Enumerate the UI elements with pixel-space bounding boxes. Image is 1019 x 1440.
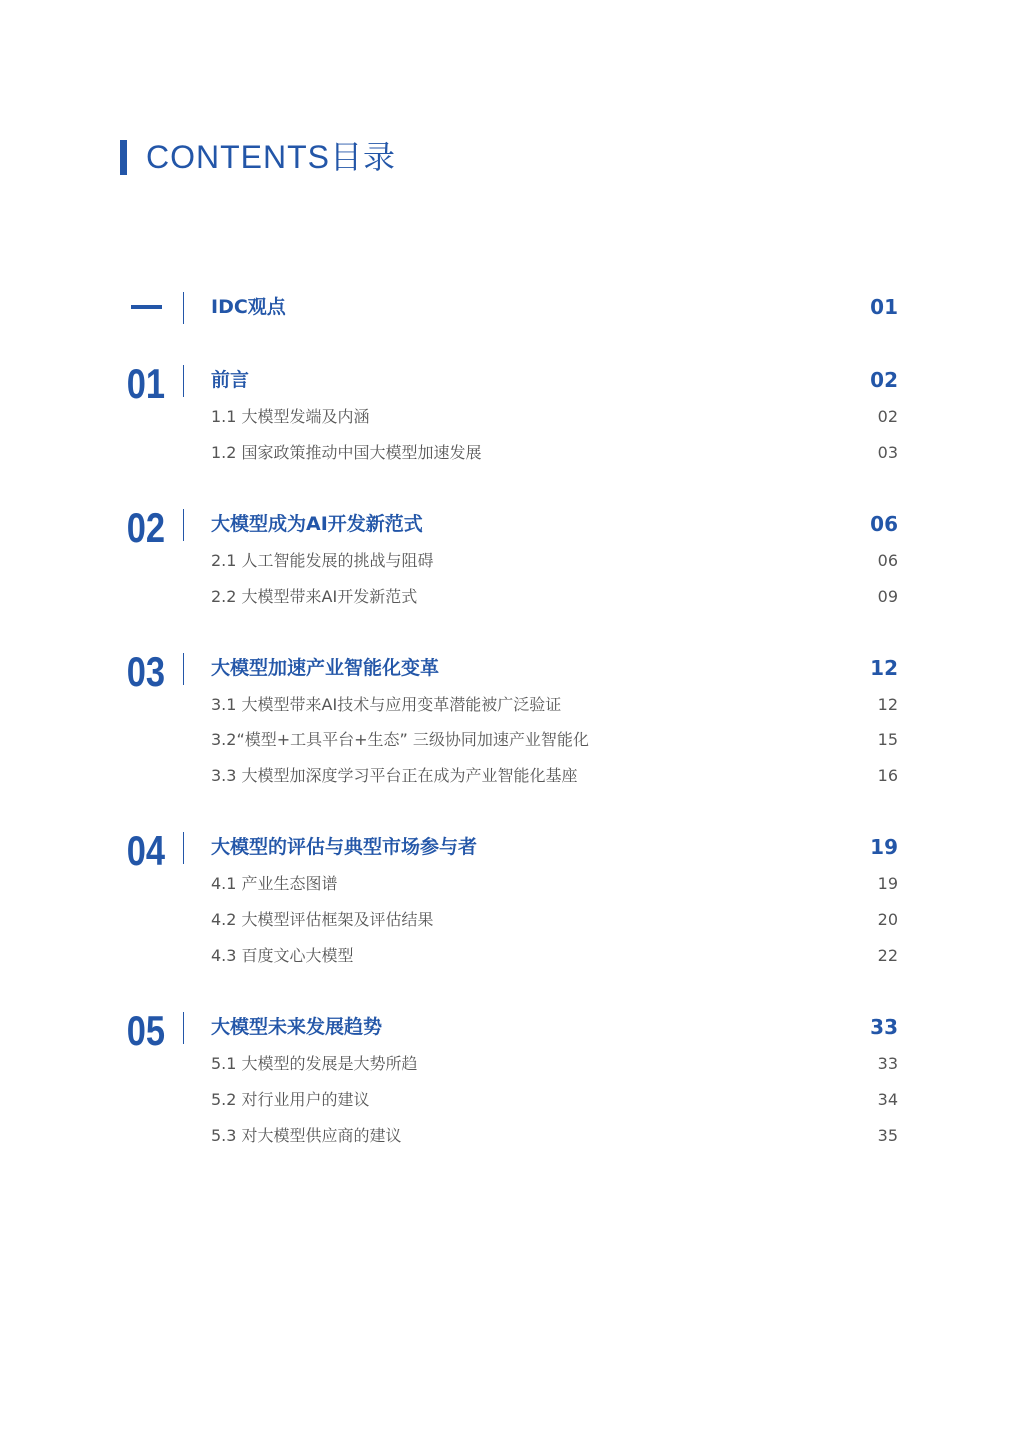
section-divider bbox=[183, 292, 184, 324]
subsection-page-number[interactable]: 16 bbox=[877, 766, 898, 785]
subsection-label[interactable]: 5.2 对行业用户的建议 bbox=[211, 1090, 370, 1109]
section-title[interactable]: IDC观点 bbox=[211, 296, 286, 318]
subsection-page-number[interactable]: 15 bbox=[877, 730, 898, 749]
subsection-page-number[interactable]: 09 bbox=[877, 587, 898, 606]
subsection-label[interactable]: 1.2 国家政策推动中国大模型加速发展 bbox=[211, 443, 482, 462]
toc-subsection[interactable] bbox=[0, 693, 1019, 717]
subsection-page-number[interactable]: 02 bbox=[877, 407, 898, 426]
subsection-page-number[interactable]: 22 bbox=[877, 946, 898, 965]
section-title[interactable]: 大模型加速产业智能化变革 bbox=[211, 657, 440, 679]
subsection-page-number[interactable]: 20 bbox=[877, 910, 898, 929]
section-number: 01 bbox=[126, 360, 165, 407]
subsection-label[interactable]: 3.1 大模型带来AI技术与应用变革潜能被广泛验证 bbox=[211, 695, 562, 714]
section-divider bbox=[183, 653, 184, 685]
section-page-number[interactable]: 02 bbox=[870, 368, 898, 392]
subsection-label[interactable]: 4.2 大模型评估框架及评估结果 bbox=[211, 910, 434, 929]
section-page-number[interactable]: 01 bbox=[870, 295, 898, 319]
section-divider bbox=[183, 1012, 184, 1044]
toc-subsection[interactable] bbox=[0, 1088, 1019, 1112]
subsection-page-number[interactable]: 33 bbox=[877, 1054, 898, 1073]
section-divider bbox=[183, 509, 184, 541]
section-page-number[interactable]: 19 bbox=[870, 835, 898, 859]
toc-subsection[interactable] bbox=[0, 585, 1019, 609]
toc-subsection[interactable] bbox=[0, 908, 1019, 932]
toc-subsection[interactable] bbox=[0, 872, 1019, 896]
toc-subsection[interactable] bbox=[0, 764, 1019, 788]
toc-subsection[interactable] bbox=[0, 405, 1019, 429]
section-number: 03 bbox=[126, 648, 165, 695]
toc-subsection[interactable] bbox=[0, 944, 1019, 968]
section-number: 02 bbox=[126, 504, 165, 551]
toc-subsection[interactable] bbox=[0, 1052, 1019, 1076]
subsection-label[interactable]: 3.2“模型+工具平台+生态” 三级协同加速产业智能化 bbox=[211, 730, 589, 749]
section-number: 05 bbox=[126, 1007, 165, 1054]
section-title[interactable]: 大模型的评估与典型市场参与者 bbox=[211, 836, 478, 858]
section-number: 04 bbox=[126, 827, 165, 874]
toc-subsection[interactable] bbox=[0, 549, 1019, 573]
section-title[interactable]: 前言 bbox=[211, 369, 250, 391]
toc-subsection[interactable] bbox=[0, 441, 1019, 465]
subsection-label[interactable]: 2.2 大模型带来AI开发新范式 bbox=[211, 587, 418, 606]
section-page-number[interactable]: 06 bbox=[870, 512, 898, 536]
subsection-label[interactable]: 4.3 百度文心大模型 bbox=[211, 946, 354, 965]
section-page-number[interactable]: 33 bbox=[870, 1015, 898, 1039]
subsection-page-number[interactable]: 35 bbox=[877, 1126, 898, 1145]
subsection-page-number[interactable]: 12 bbox=[877, 695, 898, 714]
subsection-label[interactable]: 1.1 大模型发端及内涵 bbox=[211, 407, 370, 426]
subsection-label[interactable]: 2.1 人工智能发展的挑战与阻碍 bbox=[211, 551, 434, 570]
toc-subsection[interactable] bbox=[0, 728, 1019, 752]
subsection-page-number[interactable]: 06 bbox=[877, 551, 898, 570]
section-divider bbox=[183, 832, 184, 864]
subsection-page-number[interactable]: 19 bbox=[877, 874, 898, 893]
section-title[interactable]: 大模型成为AI开发新范式 bbox=[211, 513, 423, 535]
page-title: CONTENTS目录 bbox=[146, 139, 397, 175]
subsection-label[interactable]: 5.1 大模型的发展是大势所趋 bbox=[211, 1054, 418, 1073]
subsection-label[interactable]: 4.1 产业生态图谱 bbox=[211, 874, 338, 893]
section-divider bbox=[183, 365, 184, 397]
toc-subsection[interactable] bbox=[0, 1124, 1019, 1148]
section-page-number[interactable]: 12 bbox=[870, 656, 898, 680]
section-title[interactable]: 大模型未来发展趋势 bbox=[211, 1016, 383, 1038]
subsection-label[interactable]: 3.3 大模型加深度学习平台正在成为产业智能化基座 bbox=[211, 766, 578, 785]
subsection-page-number[interactable]: 03 bbox=[877, 443, 898, 462]
subsection-label[interactable]: 5.3 对大模型供应商的建议 bbox=[211, 1126, 402, 1145]
subsection-page-number[interactable]: 34 bbox=[877, 1090, 898, 1109]
section-dash-marker bbox=[131, 305, 162, 309]
title-accent-bar bbox=[120, 140, 127, 175]
